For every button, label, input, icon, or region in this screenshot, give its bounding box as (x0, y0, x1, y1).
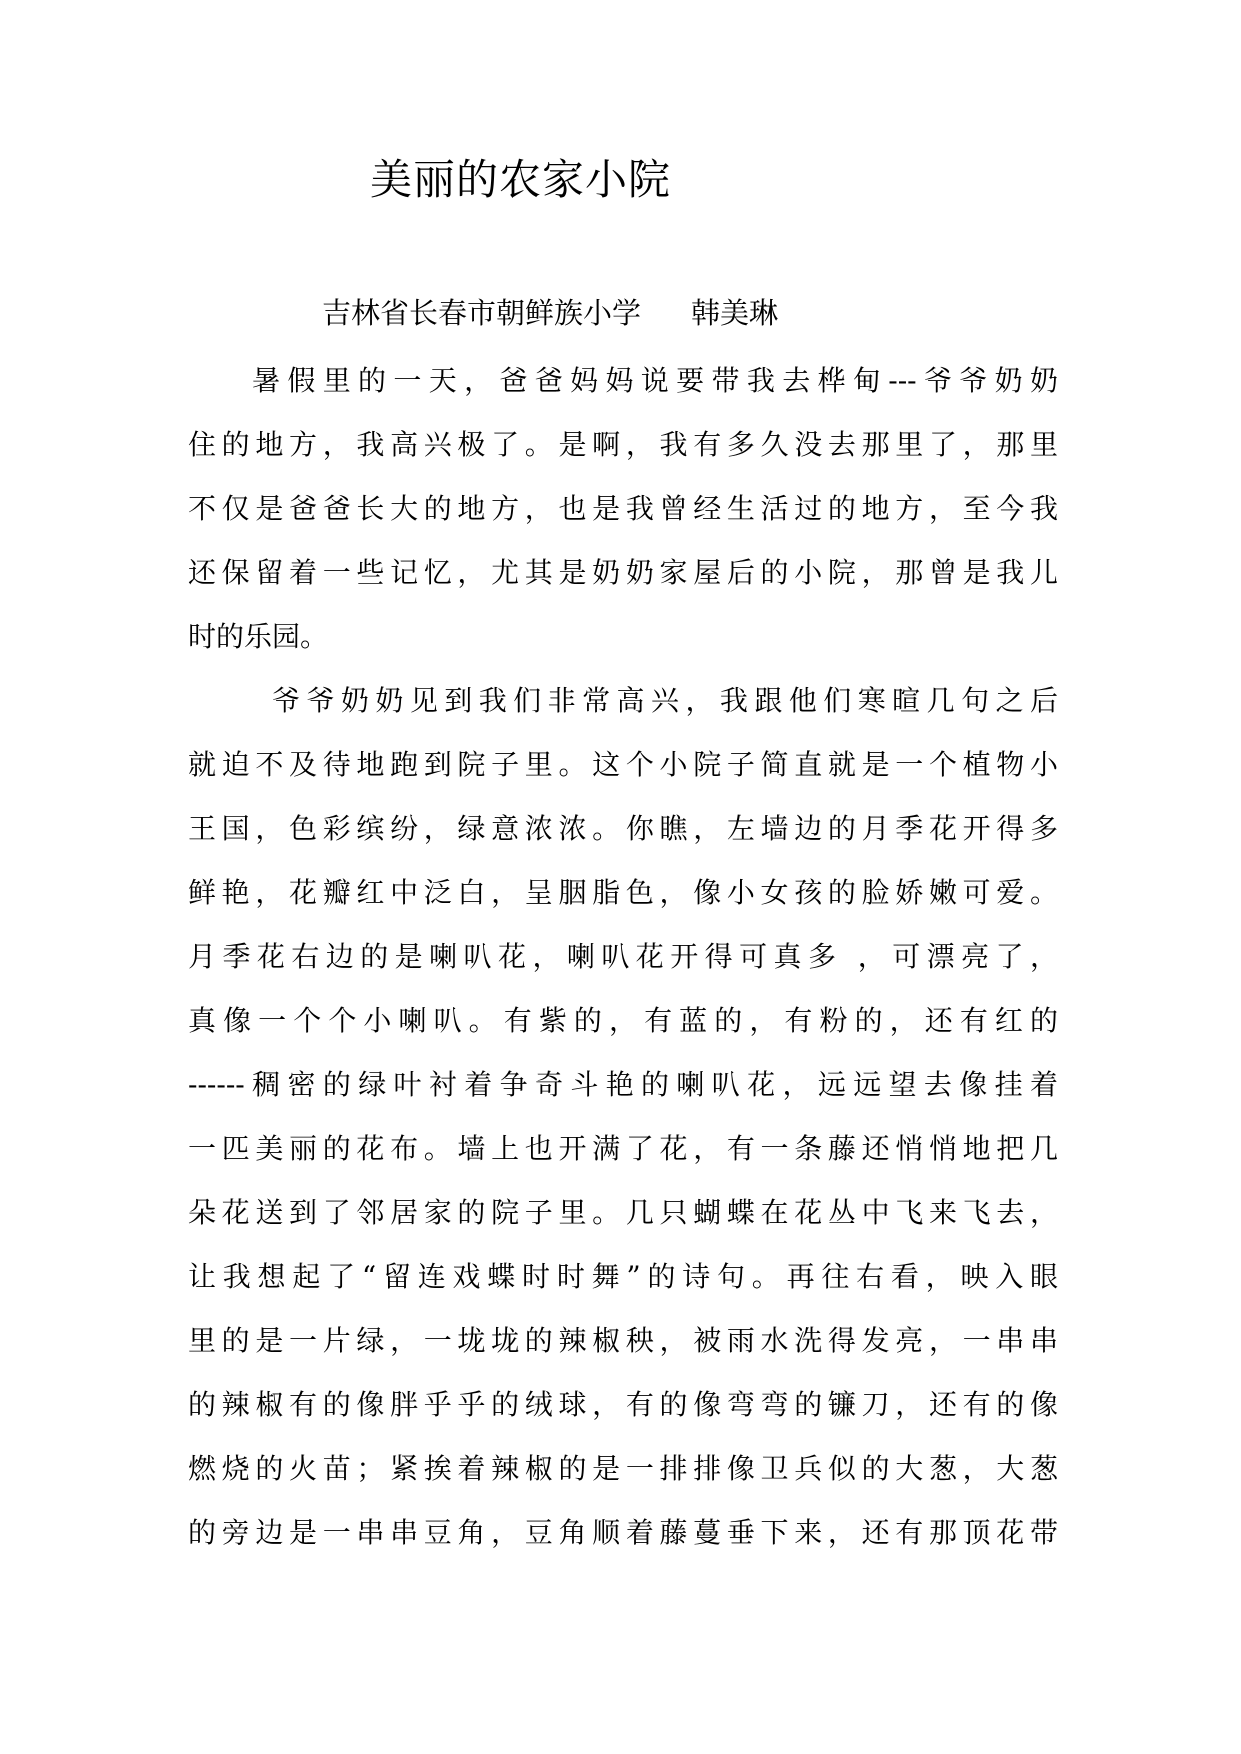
body-line: 里的是一片绿，一垅垅的辣椒秧，被雨水洗得发亮，一串串 (188, 1324, 1058, 1357)
body-line: 时的乐园。 (188, 620, 329, 653)
essay-body (188, 355, 1058, 1571)
essay-title: 美丽的农家小院 (370, 155, 672, 204)
body-line: 的辣椒有的像胖乎乎的绒球，有的像弯弯的镰刀，还有的像 (188, 1388, 1058, 1421)
body-line: ------稠密的绿叶衬着争奇斗艳的喇叭花，远远望去像挂着 (188, 1068, 1058, 1101)
body-line: 暑假里的一天，爸爸妈妈说要带我去桦甸---爷爷奶奶 (252, 364, 1058, 397)
body-line: 让我想起了“留连戏蝶时时舞”的诗句。再往右看，映入眼 (188, 1260, 1058, 1293)
body-line: 的旁边是一串串豆角，豆角顺着藤蔓垂下来，还有那顶花带 (188, 1516, 1058, 1549)
body-line: 王国，色彩缤纷，绿意浓浓。你瞧，左墙边的月季花开得多 (188, 812, 1058, 845)
body-line: 真像一个个小喇叭。有紫的，有蓝的，有粉的，还有红的 (188, 1004, 1058, 1037)
body-line: 月季花右边的是喇叭花，喇叭花开得可真多 ，可漂亮了， (188, 940, 1058, 973)
body-line: 爷爷奶奶见到我们非常高兴，我跟他们寒暄几句之后 (272, 684, 1058, 717)
author-name: 韩美琳 (691, 296, 779, 330)
body-line: 燃烧的火苗；紧挨着辣椒的是一排排像卫兵似的大葱，大葱 (188, 1452, 1058, 1485)
body-line: 朵花送到了邻居家的院子里。几只蝴蝶在花丛中飞来飞去， (188, 1196, 1058, 1229)
body-line: 一匹美丽的花布。墙上也开满了花，有一条藤还悄悄地把几 (188, 1132, 1058, 1165)
body-line: 不仅是爸爸长大的地方，也是我曾经生活过的地方，至今我 (188, 492, 1058, 525)
author-school: 吉林省长春市朝鲜族小学 (322, 296, 642, 330)
author-line (322, 288, 778, 338)
body-line: 鲜艳，花瓣红中泛白，呈胭脂色，像小女孩的脸娇嫩可爱。 (188, 876, 1058, 909)
body-line: 还保留着一些记忆，尤其是奶奶家屋后的小院，那曾是我儿 (188, 556, 1058, 589)
body-line: 住的地方，我高兴极了。是啊，我有多久没去那里了，那里 (188, 428, 1058, 461)
body-line: 就迫不及待地跑到院子里。这个小院子简直就是一个植物小 (188, 748, 1058, 781)
